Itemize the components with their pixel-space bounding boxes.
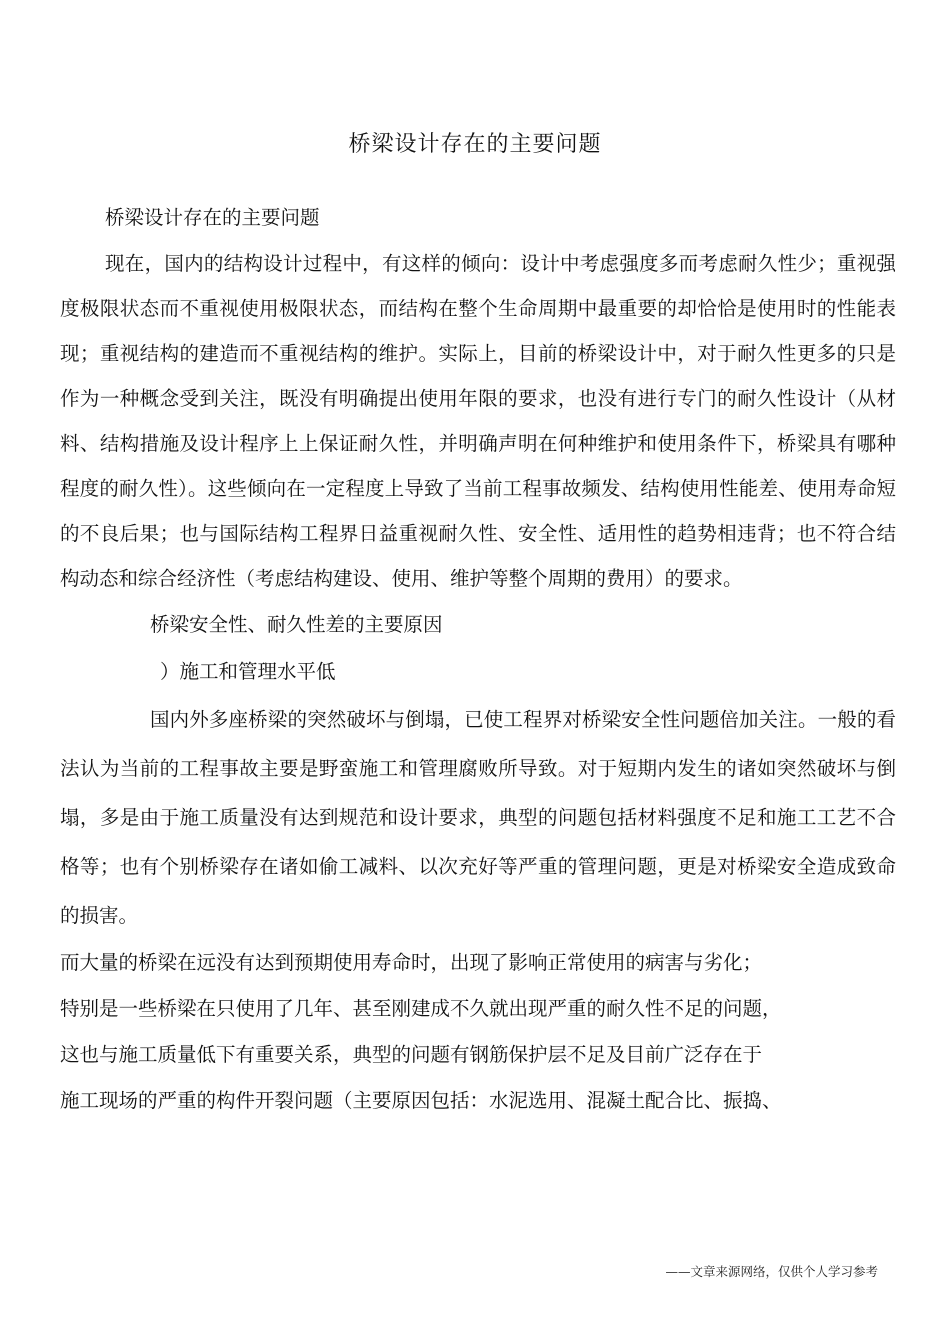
paragraph-3-line: 特别是一些桥梁在只使用了几年、甚至刚建成不久就出现严重的耐久性不足的问题， (60, 997, 782, 1020)
paragraph-3-line: 这也与施工质量低下有重要关系，典型的问题有钢筋保护层不足及目前广泛存在于 (60, 1043, 763, 1066)
section-heading-main: 桥梁设计存在的主要问题 (105, 206, 320, 229)
source-footer: ——文章来源网络，仅供个人学习参考 (665, 1264, 878, 1279)
document-body (60, 194, 896, 1124)
paragraph-3-line: 而大量的桥梁在远没有达到预期使用寿命时，出现了影响正常使用的病害与劣化； (60, 951, 763, 974)
subsection-heading-construction: ）施工和管理水平低 (160, 660, 336, 683)
section-heading-causes: 桥梁安全性、耐久性差的主要原因 (150, 613, 443, 636)
paragraph-2: 国内外多座桥梁的突然破坏与倒塌，已使工程界对桥梁安全性问题倍加关注。一般的看法认为当前的工程事故主要是野蛮施工和管理腐败所导致。对于短期内发生的诸如突然破坏与倒塌，多是由于施工质量没有达到规范和设计要求，典型的问题包括材料强度不足和施工工艺不合格等；也有个别桥梁存在诸如偷工减料、以次充好等严重的管理问题，更是对桥梁安全造成致命的损害。 (60, 708, 896, 927)
paragraph-3 (60, 940, 896, 1124)
paragraph-3-line: 施工现场的严重的构件开裂问题（主要原因包括：水泥选用、混凝土配合比、振捣、 (60, 1089, 782, 1112)
page-title: 桥梁设计存在的主要问题 (348, 132, 602, 157)
paragraph-1: 现在，国内的结构设计过程中，有这样的倾向：设计中考虑强度多而考虑耐久性少；重视强度极限状态而不重视使用极限状态，而结构在整个生命周期中最重要的却恰恰是使用时的性能表现；重视结构的建造而不重视结构的维护。实际上，目前的桥梁设计中，对于耐久性更多的只是作为一种概念受到关注，既没有明确提出使用年限的要求，也没有进行专门的耐久性设计（从材料、结构措施及设计程序上上保证耐久性，并明确声明在何种维护和使用条件下，桥梁具有哪种程度的耐久性）。这些倾向在一定程度上导致了当前工程事故频发、结构使用性能差、使用寿命短的不良后果；也与国际结构工程界日益重视耐久性、安全性、适用性的趋势相违背；也不符合结构动态和综合经济性（考虑结构建设、使用、维护等整个周期的费用）的要求。 (60, 252, 896, 590)
